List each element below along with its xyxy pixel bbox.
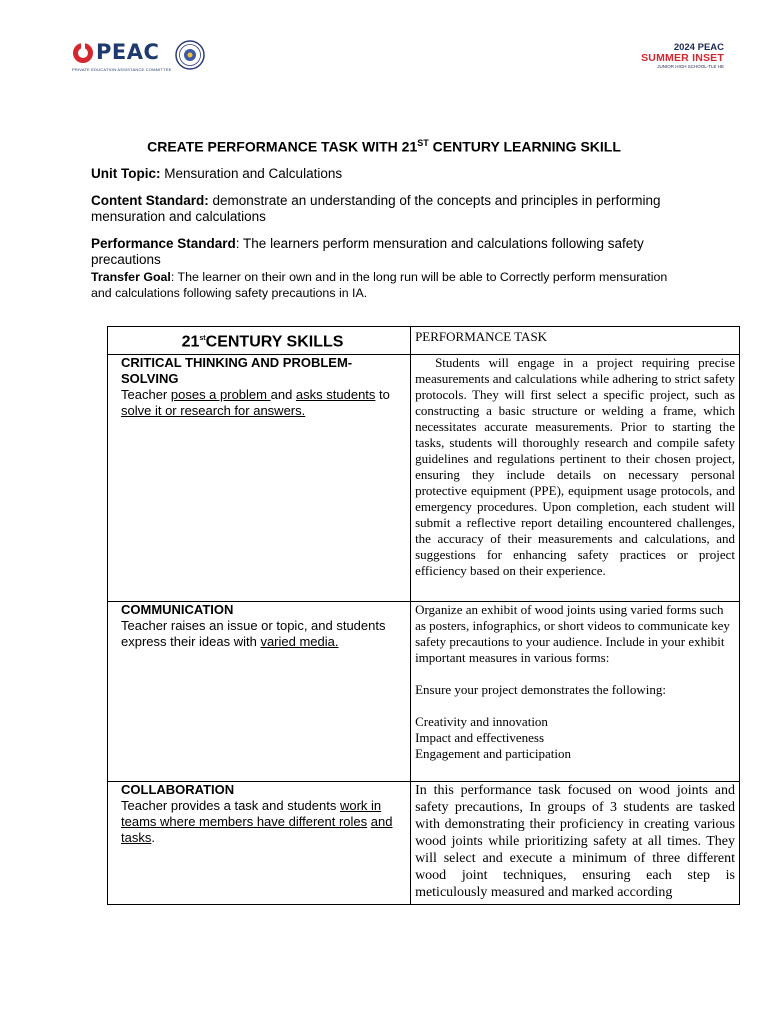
peac-logo (72, 40, 207, 76)
content-standard (91, 193, 691, 225)
skill-title: CRITICAL THINKING AND PROBLEM-SOLVING (121, 355, 353, 387)
skill-description (121, 798, 404, 846)
transfer-goal (91, 269, 691, 301)
unit-topic (91, 166, 691, 182)
peac-wordmark: PEAC (96, 40, 160, 64)
header-task: PERFORMANCE TASK (411, 327, 740, 355)
desc-underlined: asks students (295, 387, 376, 403)
desc-underlined: varied media. (260, 634, 339, 650)
transfer-goal-label: Transfer Goal (91, 270, 171, 284)
task-item: Engagement and participation (415, 746, 572, 762)
desc-text: Teacher raises an issue or topic, and students express their ideas with (121, 618, 386, 650)
skill-title: COMMUNICATION (121, 602, 234, 618)
performance-standard (91, 236, 691, 268)
inset-subtitle: JUNIOR HIGH SCHOOL-TLE HE (657, 64, 724, 69)
content-standard-label: Content Standard: (91, 193, 209, 208)
summer-inset-logo (632, 43, 724, 70)
header-skills (108, 327, 411, 355)
desc-underlined: solve it or research for answers. (121, 403, 306, 419)
table-header-row (108, 327, 740, 355)
skills-table (107, 326, 740, 905)
skill-description (121, 618, 404, 650)
skill-cell (108, 782, 411, 905)
title-prefix: CREATE PERFORMANCE TASK WITH 21 (147, 138, 418, 155)
desc-text: and (270, 387, 296, 403)
page-title (0, 138, 768, 155)
title-superscript: ST (417, 138, 429, 148)
skill-title: COLLABORATION (121, 782, 235, 798)
task-intro: Organize an exhibit of wood joints using varied forms such as posters, infographics, or short videos to communicate key safety precautions to your audience. Include in your exhibit important measures in various forms: (415, 602, 730, 666)
unit-topic-label: Unit Topic: (91, 166, 161, 181)
desc-underlined: teams where members have different roles (121, 814, 368, 830)
skill-cell (108, 355, 411, 602)
inset-year: 2024 PEAC (673, 42, 724, 53)
header-skills-sup: st (199, 335, 206, 342)
task-cell (411, 355, 740, 602)
task-cell (411, 782, 740, 905)
peac-tagline: PRIVATE EDUCATION ASSISTANCE COMMITTEE (72, 67, 172, 72)
desc-underlined: work in (339, 798, 382, 814)
deped-seal-icon (175, 40, 205, 70)
header-skills-suffix: CENTURY SKILLS (205, 333, 344, 351)
task-text: Students will engage in a project requiring precise measurements and calculations while adhering to strict safety protocols. They will first select a specific project, such as constructing a basic structure or welding a frame, which necessitates accurate measurements. Prior to starting the tasks, students will thoroughly research and compile safety guidelines and regulations pertinent to their chosen project, ensuring they include details on necessary personal protective equipment (PPE), equipment usage protocols, and emergency procedures. Upon completion, each student will submit a reflective report detailing encountered challenges, the accuracy of their measurements and calculations, and suggestions for enhancing safety practices or project efficiency based on their experience. (415, 355, 735, 579)
desc-underlined: poses a problem (170, 387, 271, 403)
table-row (108, 602, 740, 782)
skill-description (121, 387, 404, 419)
desc-underlined: and tasks (121, 814, 393, 846)
task-item: Creativity and innovation (415, 714, 548, 730)
task-item: Impact and effectiveness (415, 730, 545, 746)
desc-text: . (151, 830, 155, 846)
performance-standard-label: Performance Standard (91, 236, 236, 251)
inset-name: SUMMER INSET (641, 52, 724, 64)
peac-emblem-icon (72, 42, 94, 64)
skill-cell (108, 602, 411, 782)
task-cell (411, 602, 740, 782)
unit-topic-value: Mensuration and Calculations (160, 166, 343, 181)
desc-text: Teacher provides a task and students (121, 798, 340, 814)
task-line: Ensure your project demonstrates the following: (415, 682, 666, 698)
task-text: In this performance task focused on wood joints and safety precautions, In groups of 3 students are tasked with demonstrating their proficiency in creating various wood joints while prioritizing safety at all times. They will select and execute a minimum of three different wood joint techniques, ensuring each step is meticulously measured and marked according (415, 783, 735, 901)
transfer-goal-value: : The learner on their own and in the long run will be able to Correctly perform mensuration and calculations following safety precautions in IA. (91, 270, 668, 300)
desc-text: Teacher (121, 387, 171, 403)
header-skills-prefix: 21 (181, 333, 200, 351)
table-row (108, 355, 740, 602)
content-standard-value: demonstrate an understanding of the concepts and principles in performing mensuration and calculations (91, 193, 661, 224)
desc-text: to (375, 387, 390, 403)
performance-standard-value: : The learners perform mensuration and calculations following safety precautions (91, 236, 644, 267)
title-suffix: CENTURY LEARNING SKILL (428, 138, 621, 155)
table-row (108, 782, 740, 905)
